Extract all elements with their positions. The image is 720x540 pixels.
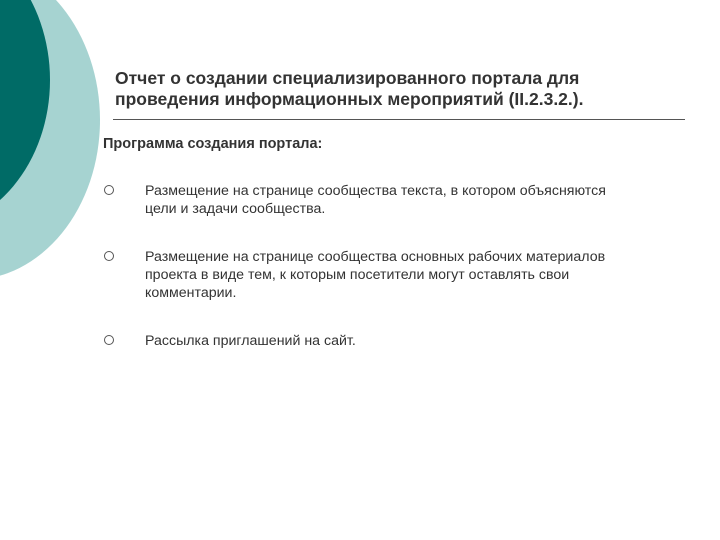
slide-title-line: проведения информационных мероприятий (II.2.3.2.).	[115, 89, 584, 109]
slide-subtitle: Программа создания портала:	[103, 136, 323, 152]
hollow-circle-bullet-icon	[104, 335, 114, 345]
list-item-text	[145, 182, 705, 218]
hollow-circle-bullet-icon	[104, 251, 114, 261]
list-item-line: Размещение на странице сообщества основных рабочих материалов	[145, 249, 606, 265]
list-item-text	[145, 248, 705, 302]
list-item-text	[145, 332, 705, 350]
list-item-line: Размещение на странице сообщества текста, в котором объясняются	[145, 183, 606, 199]
list-item-line: проекта в виде тем, к которым посетители могут оставлять свои	[145, 267, 570, 283]
list-item-line: цели и задачи сообщества.	[145, 201, 326, 217]
slide-title-line: Отчет о создании специализированного портала для	[115, 68, 580, 88]
hollow-circle-bullet-icon	[104, 185, 114, 195]
list-item-line: комментарии.	[145, 285, 237, 301]
list-item-line: Рассылка приглашений на сайт.	[145, 333, 356, 349]
title-divider	[113, 119, 685, 120]
slide-title	[115, 68, 675, 110]
